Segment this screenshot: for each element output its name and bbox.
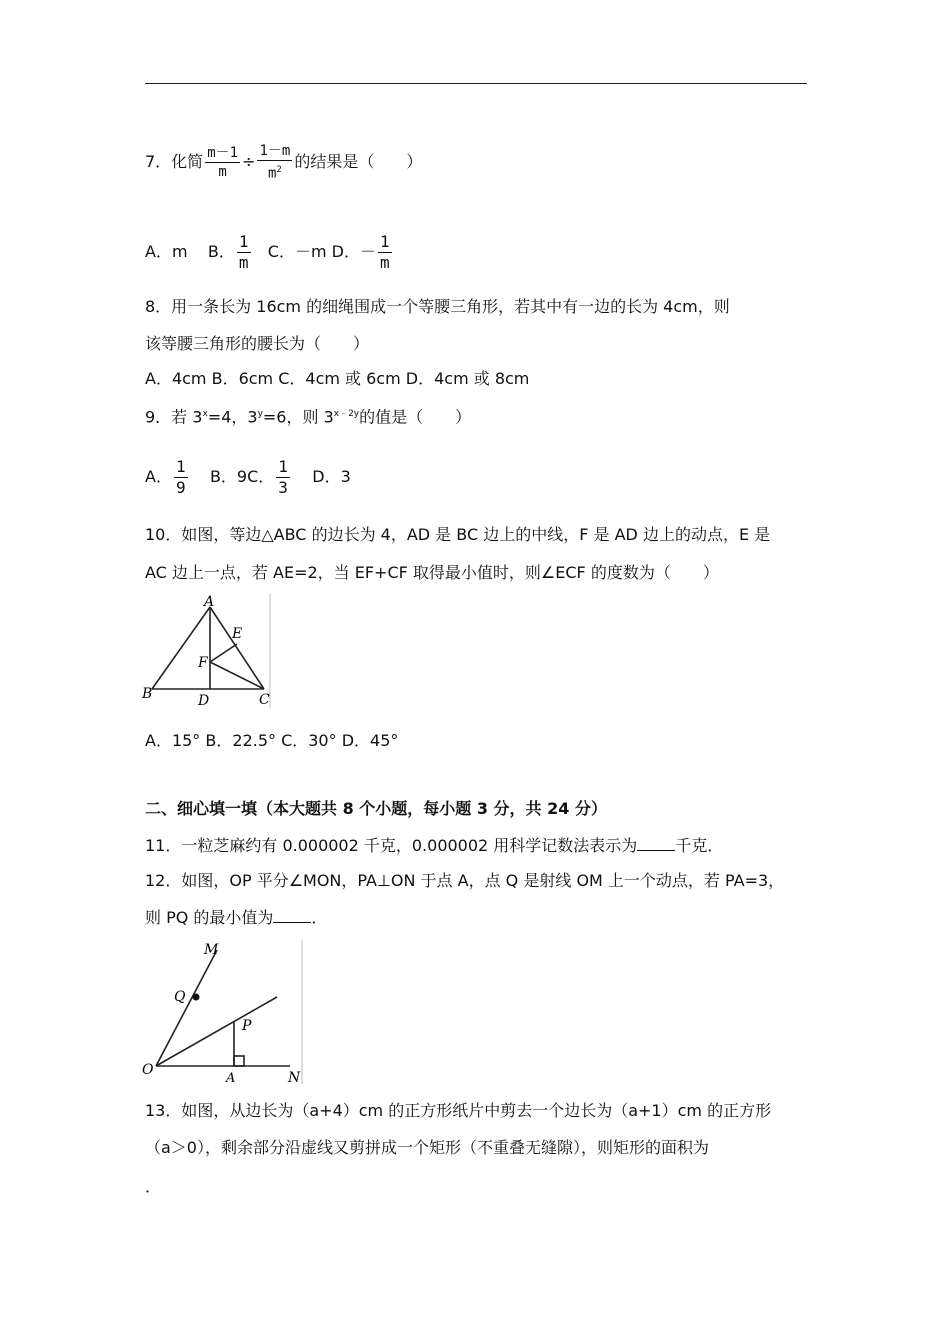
- q7-stem: 7．化简 $\frac{m-1}{m}$ ÷ $\frac{1-m}{m^2}$ 的结果是（ ）: [145, 143, 423, 182]
- fig10-label-D: D: [198, 693, 210, 709]
- q12-answer-blank[interactable]: [273, 908, 311, 923]
- q9-optA-fraction: $\frac{1}{9}$: [175, 457, 186, 497]
- q10-line2: AC 边上一点，若 AE=2，当 EF+CF 取得最小值时，则∠ECF 的度数为（ ）: [145, 563, 719, 582]
- fig12-label-Q: Q: [174, 989, 186, 1005]
- q13-line3: ．: [145, 1177, 162, 1196]
- fig10-label-C: C: [259, 692, 270, 708]
- q8-line1: 8．用一条长为 16cm 的细绳围成一个等腰三角形，若其中有一边的长为 4cm，则: [145, 297, 730, 316]
- q8-options: A．4cm B．6cm C．4cm 或 6cm D．4cm 或 8cm: [145, 369, 530, 388]
- q7-optB-fraction: $\frac{1}{m}$: [238, 232, 249, 272]
- q11-answer-blank[interactable]: [637, 836, 675, 851]
- fig12-label-M: M: [204, 942, 219, 958]
- fig12-label-P: P: [242, 1018, 252, 1034]
- q12-line1: 12．如图，OP 平分∠MON，PA⊥ON 于点 A，点 Q 是射线 OM 上一个动点，若 PA=3，: [145, 871, 785, 890]
- q7-fraction-1: $\frac{m-1}{m}$: [207, 144, 239, 180]
- q13-line2: （a＞0），剩余部分沿虚线又剪拼成一个矩形（不重叠无缝隙），则矩形的面积为: [145, 1138, 709, 1157]
- q10-options: A．15° B．22.5° C．30° D．45°: [145, 731, 399, 750]
- q7-fraction-2: $\frac{1-m}{m^2}$: [259, 143, 291, 182]
- q8-line2: 该等腰三角形的腰长为（ ）: [145, 334, 370, 353]
- fig10-label-E: E: [232, 626, 243, 642]
- q13-line1: 13．如图，从边长为（a+4）cm 的正方形纸片中剪去一个边长为（a+1）cm 的正方形: [145, 1101, 772, 1120]
- fig12-label-A: A: [226, 1071, 236, 1086]
- point-Q-dot: [193, 994, 200, 1001]
- q9-optC-fraction: $\frac{1}{3}$: [278, 457, 288, 497]
- q12-line2: 则 PQ 的最小值为 ．: [145, 908, 328, 927]
- fig10-label-A: A: [204, 594, 215, 610]
- fig12-label-O: O: [142, 1062, 154, 1078]
- q10-triangle-figure: [140, 592, 275, 710]
- q9-options: A． $\frac{1}{9}$ B．9C． $\frac{1}{3}$ D．3: [145, 457, 351, 497]
- q12-angle-figure: [140, 938, 308, 1086]
- q7-optD-fraction: $\frac{1}{m}$: [379, 232, 390, 272]
- fig10-label-F: F: [198, 655, 208, 671]
- section2-title: 二、细心填一填（本大题共 8 个小题，每小题 3 分，共 24 分）: [145, 799, 607, 818]
- fig12-label-N: N: [288, 1070, 301, 1086]
- q10-line1: 10．如图，等边△ABC 的边长为 4，AD 是 BC 边上的中线，F 是 AD 边上的动点，E 是: [145, 525, 771, 544]
- q7-options: A．m B． $\frac{1}{m}$ C．－m D．－ $\frac{1}{m}$: [145, 232, 390, 272]
- q9-stem: 9．若 $3^x=4$，$3^y=6$，则 $3^{x﹣2y}$的值是（ ）: [145, 407, 472, 427]
- fig10-label-B: B: [142, 686, 153, 702]
- header-rule: [145, 83, 807, 84]
- q11-stem: 11．一粒芝麻约有 0.000002 千克，0.000002 用科学记数法表示为 千克．: [145, 836, 724, 855]
